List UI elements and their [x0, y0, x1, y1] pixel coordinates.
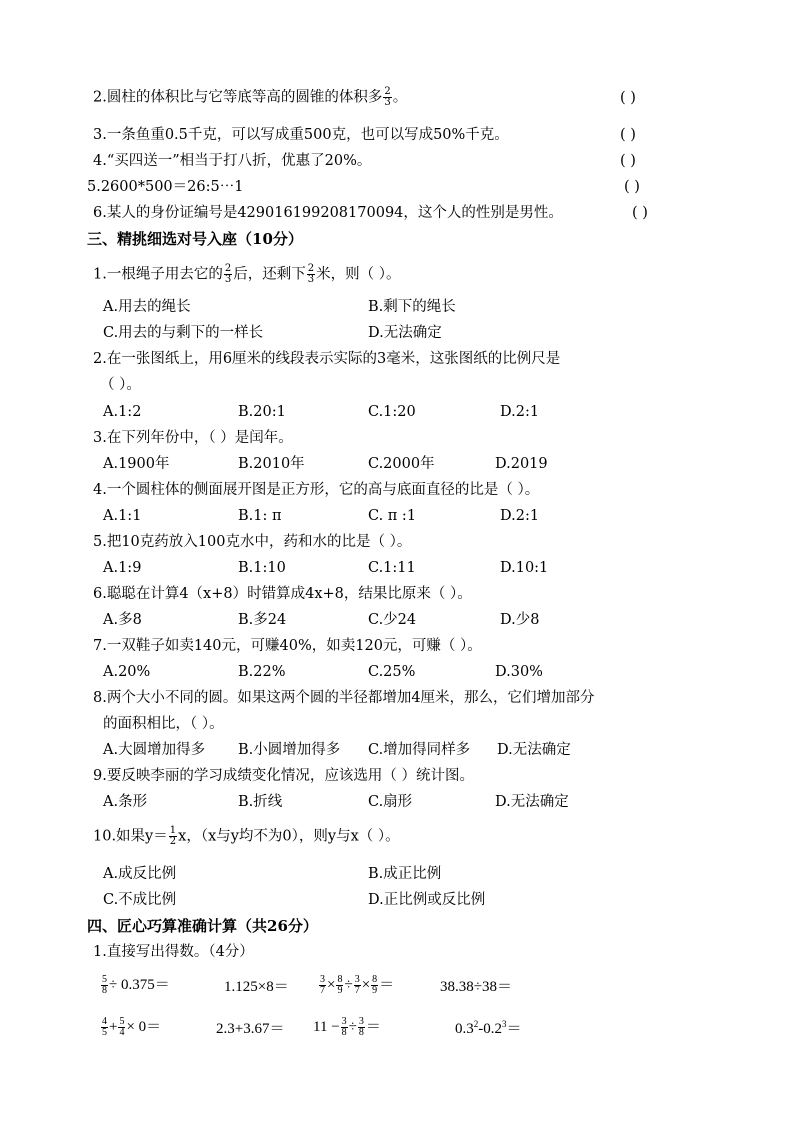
- question-3: 3.在下列年份中，（ ）是闰年。: [93, 430, 293, 446]
- option-b[interactable]: B.22%: [238, 664, 286, 680]
- question-5: 5.把10克药放入100克水中，药和水的比是（ ）。: [93, 534, 412, 550]
- option-b[interactable]: B.折线: [238, 794, 283, 810]
- option-c[interactable]: C.1:11: [368, 560, 416, 576]
- fraction: $\frac{3}{8}$: [358, 1016, 364, 1039]
- fraction: $\frac{5}{8}$: [102, 974, 107, 997]
- option-a[interactable]: A.1:9: [103, 560, 142, 576]
- judge-q3: 3.一条鱼重0.5千克，可以写成重500克，也可以写成50%千克。: [93, 127, 509, 143]
- fraction: $\frac{2}{3}$: [307, 263, 315, 285]
- option-d[interactable]: D.无法确定: [495, 794, 569, 810]
- question-2: 2.在一张图纸上，用6厘米的线段表示实际的3毫米，这张图纸的比例尺是: [93, 351, 561, 367]
- option-a[interactable]: A.条形: [103, 794, 148, 810]
- fraction: $\frac{4}{5}$: [102, 1016, 107, 1039]
- option-c[interactable]: C.25%: [368, 664, 416, 680]
- fraction: $\frac{5}{4}$: [119, 1016, 125, 1039]
- option-b[interactable]: B.1:10: [238, 560, 286, 576]
- option-a[interactable]: A.1:2: [103, 404, 142, 420]
- option-a[interactable]: A.大圆增加得多: [103, 742, 206, 758]
- question-10: 10.如果y＝ $\frac{1}{2}$ x，（x与y均不为0），则y与x（ ）。: [93, 825, 400, 847]
- option-d[interactable]: D.无法确定: [368, 325, 442, 341]
- option-c[interactable]: C.少24: [368, 612, 417, 628]
- fraction: $\frac{3}{7}$: [354, 974, 360, 997]
- question-2-cont: （ ）。: [100, 377, 141, 393]
- calc-item: 38.38÷38＝: [440, 979, 512, 995]
- fraction: $\frac{3}{7}$: [320, 974, 325, 997]
- option-b[interactable]: B.剩下的绳长: [368, 299, 456, 315]
- judge-q4: 4.“买四送一”相当于打八折，优惠了20%。: [93, 153, 372, 169]
- calc-item: 1.125×8＝: [224, 979, 289, 995]
- question-9: 9.要反映李丽的学习成绩变化情况，应该选用（ ）统计图。: [93, 768, 474, 784]
- option-b[interactable]: B.成正比例: [368, 866, 442, 882]
- answer-paren[interactable]: ( ): [620, 153, 636, 169]
- option-c[interactable]: C.不成比例: [103, 892, 177, 908]
- judge-q2-text: 2.圆柱的体积比与它等底等高的圆锥的体积多: [93, 89, 383, 106]
- option-b[interactable]: B.20:1: [238, 404, 286, 420]
- option-a[interactable]: A.多8: [103, 612, 142, 628]
- option-b[interactable]: B.1: π: [238, 508, 282, 524]
- question-1: 1.直接写出得数。（4分）: [93, 944, 254, 960]
- question-8: 8.两个大小不同的圆。如果这两个圆的半径都增加4厘米，那么，它们增加部分: [93, 690, 595, 706]
- option-c[interactable]: C.扇形: [368, 794, 413, 810]
- option-a[interactable]: A.1:1: [103, 508, 142, 524]
- answer-paren[interactable]: ( ): [620, 90, 636, 106]
- fraction: $\frac{3}{8}$: [341, 1016, 347, 1039]
- option-d[interactable]: D.少8: [500, 612, 540, 628]
- question-4: 4.一个圆柱体的侧面展开图是正方形，它的高与底面直径的比是（ ）。: [93, 482, 540, 498]
- option-d[interactable]: D.30%: [495, 664, 543, 680]
- option-c[interactable]: C.2000年: [368, 456, 435, 472]
- option-d[interactable]: D.2019: [495, 456, 548, 472]
- judge-q6: 6.某人的身份证编号是429016199208170094，这个人的性别是男性。: [93, 205, 563, 221]
- fraction: $\frac{2}{3}$: [224, 263, 232, 285]
- question-6: 6.聪聪在计算4（x+8）时错算成4x+8，结果比原来（ ）。: [93, 586, 472, 602]
- fraction: $\frac{1}{2}$: [169, 825, 177, 847]
- option-a[interactable]: A.用去的绳长: [103, 299, 191, 315]
- calc-item: $0.3^2-0.2^3=$: [455, 1019, 522, 1037]
- question-8-cont: 的面积相比，（ ）。: [103, 716, 224, 732]
- judge-q5: 5.2600*500＝26:5⋯1: [87, 179, 244, 195]
- answer-paren[interactable]: ( ): [632, 205, 648, 221]
- question-7: 7.一双鞋子如卖140元，可赚40%，如卖120元，可赚（ ）。: [93, 638, 482, 654]
- answer-paren[interactable]: ( ): [624, 179, 640, 195]
- fraction: $\frac{2}{3}$: [384, 86, 391, 108]
- option-b[interactable]: B.2010年: [238, 456, 305, 472]
- option-d[interactable]: D.2:1: [500, 508, 540, 524]
- option-b[interactable]: B.小圆增加得多: [238, 742, 341, 758]
- fraction: $\frac{8}{9}$: [372, 974, 378, 997]
- judge-q2: 2.圆柱的体积比与它等底等高的圆锥的体积多 $\frac{2}{3}$ 。: [93, 86, 408, 108]
- option-c[interactable]: C.增加得同样多: [368, 742, 471, 758]
- fraction: $\frac{8}{9}$: [337, 974, 343, 997]
- section-title: 三、精挑细选对号入座（10分）: [87, 230, 303, 248]
- option-a[interactable]: A.1900年: [103, 456, 170, 472]
- calc-item: $\frac{5}{8}$ ÷ 0.375＝: [102, 974, 170, 997]
- option-c[interactable]: C. π :1: [368, 508, 417, 524]
- question-1: 1.一根绳子用去它的 $\frac{2}{3}$ 后，还剩下 $\frac{2}{3}$ 米，则（ ）。: [93, 263, 401, 285]
- option-d[interactable]: D.10:1: [500, 560, 549, 576]
- answer-paren[interactable]: ( ): [620, 127, 636, 143]
- calc-item: 11 − $\frac{3}{8}$ ÷ $\frac{3}{8}$ ＝: [313, 1016, 381, 1039]
- option-d[interactable]: D.正比例或反比例: [368, 892, 486, 908]
- option-a[interactable]: A.成反比例: [103, 866, 177, 882]
- option-c[interactable]: C.用去的与剩下的一样长: [103, 325, 264, 341]
- option-c[interactable]: C.1:20: [368, 404, 416, 420]
- calc-item: 2.3+3.67＝: [216, 1021, 285, 1037]
- section-title: 四、匠心巧算准确计算（共26分）: [87, 917, 318, 935]
- option-d[interactable]: D.无法确定: [497, 742, 571, 758]
- option-a[interactable]: A.20%: [103, 664, 151, 680]
- option-d[interactable]: D.2:1: [500, 404, 540, 420]
- calc-item: $\frac{3}{7}$ × $\frac{8}{9}$ ÷ $\frac{3}{7}$ × $\frac{8}{9}$ ＝: [320, 974, 395, 997]
- option-b[interactable]: B.多24: [238, 612, 287, 628]
- calc-item: $\frac{4}{5}$ + $\frac{5}{4}$ × 0＝: [102, 1016, 162, 1039]
